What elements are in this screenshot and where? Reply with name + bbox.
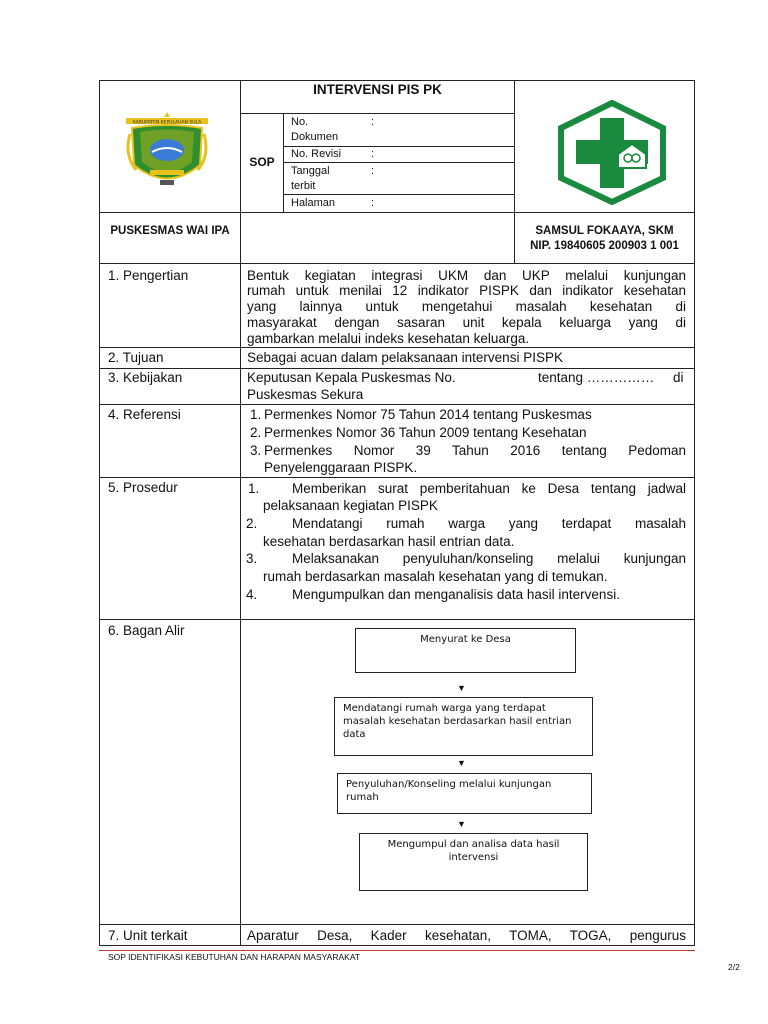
meta-label-tanggal-terbit: Tanggal terbit [291,165,330,192]
pengertian-line: gambarkan melalui indeks kesehatan keluarga. [247,331,530,346]
kebijakan-text-b: tentang …………… [538,370,655,385]
meta-value-tanggal-terbit: : [371,165,375,177]
prosedur-item: Mengumpulkan dan menganalisis data hasil intervensi. [292,587,620,602]
tujuan-text: Sebagai acuan dalam pelaksanaan intervensi PISPK [247,350,563,365]
meta-value-no-revisi: : [371,148,375,160]
meta-label-no-revisi: No. Revisi [291,148,342,160]
flow-arrow-3: ▼ [457,819,466,829]
prosedur-item: Melaksanakan penyuluhan/konseling melalui kunjungan [292,551,686,566]
referensi-num: 2. [250,425,262,440]
pengertian-line: Bentuk kegiatan integrasi UKM dan UKP melalui kunjungan [247,268,686,283]
prosedur-num: 3. [246,551,258,566]
page-number: 2/2 [728,962,740,972]
meta-label-no-dokumen: No. Dokumen [291,116,339,143]
pengertian-line: yang lainnya untuk mengetahui masalah kesehatan di [247,299,686,314]
kebijakan-text-line2: Puskesmas Sekura [247,387,364,402]
pengertian-line: rumah untuk menilai 12 indikator PISPK dan indikator kesehatan [247,283,686,298]
kebijakan-text-c: di [673,370,684,385]
regency-crest-logo [122,110,212,195]
section-label-tujuan: 2. Tujuan [108,350,164,365]
pengertian-line: masyarakat dengan sasaran unit kepala keluarga yang di [247,315,686,330]
kebijakan-text-a: Keputusan Kepala Puskesmas No. [247,370,456,385]
footer-rule [99,950,695,951]
section-label-bagan-alir: 6. Bagan Alir [108,623,185,638]
flow-step-2 [334,697,593,756]
meta-value-halaman: : [371,197,375,209]
prosedur-item-cont: rumah berdasarkan masalah kesehatan yang di temukan. [263,569,608,584]
prosedur-item: Mendatangi rumah warga yang terdapat masalah [292,516,686,531]
institution-name: PUSKESMAS WAI IPA [110,225,230,237]
signer-nip: NIP. 19840605 200903 1 001 [530,240,679,252]
referensi-item: Permenkes Nomor 75 Tahun 2014 tentang Puskesmas [264,407,592,422]
flow-step-text: Menyurat ke Desa [420,634,511,645]
prosedur-num: 4. [246,587,258,602]
section-label-kebijakan: 3. Kebijakan [108,370,183,385]
prosedur-item-cont: kesehatan berdasarkan hasil entrian data. [263,534,515,549]
prosedur-item-cont: pelaksanaan kegiatan PISPK [263,498,438,513]
section-label-unit-terkait: 7. Unit terkait [108,928,188,943]
referensi-item: Permenkes Nomor 39 Tahun 2016 tentang Pedoman [264,443,686,458]
flow-step-text: Penyuluhan/Konseling melalui kunjungan rumah [346,779,552,803]
flow-arrow-1: ▼ [457,683,466,693]
referensi-item: Permenkes Nomor 36 Tahun 2009 tentang Kesehatan [264,425,587,440]
referensi-item-cont: Penyelenggaraan PISPK. [264,460,418,475]
section-label-prosedur: 5. Prosedur [108,480,178,495]
referensi-num: 1. [250,407,262,422]
section-label-pengertian: 1. Pengertian [108,268,189,283]
crest-banner-text: KABUPATEN KEPULAUAN SULA [132,120,202,126]
prosedur-num: 2. [246,516,258,531]
signer-name: SAMSUL FOKAAYA, SKM [535,225,674,237]
flow-step-1 [355,628,576,673]
flow-arrow-2: ▼ [457,758,466,768]
flow-step-3 [337,773,592,814]
flow-step-4 [359,833,588,891]
prosedur-num: 1. [248,481,260,496]
document-title: INTERVENSI PIS PK [313,82,442,97]
sop-label: SOP [249,155,275,169]
health-cross-logo [556,100,668,205]
referensi-num: 3. [250,443,262,458]
meta-label-halaman: Halaman [291,197,336,209]
flow-step-text: Mendatangi rumah warga yang terdapat masalah kesehatan berdasarkan hasil entrian data [343,703,572,740]
unit-terkait-text: Aparatur Desa, Kader kesehatan, TOMA, TOGA, pengurus [247,928,686,943]
flow-step-text: Mengumpul dan analisa data hasil intervensi [387,839,560,863]
footer-doc-title: SOP IDENTIFIKASI KEBUTUHAN DAN HARAPAN MASYARAKAT [108,952,361,962]
section-label-referensi: 4. Referensi [108,407,181,422]
prosedur-item: Memberikan surat pemberitahuan ke Desa tentang jadwal [292,481,686,496]
meta-value-no-dokumen: : [371,116,375,128]
